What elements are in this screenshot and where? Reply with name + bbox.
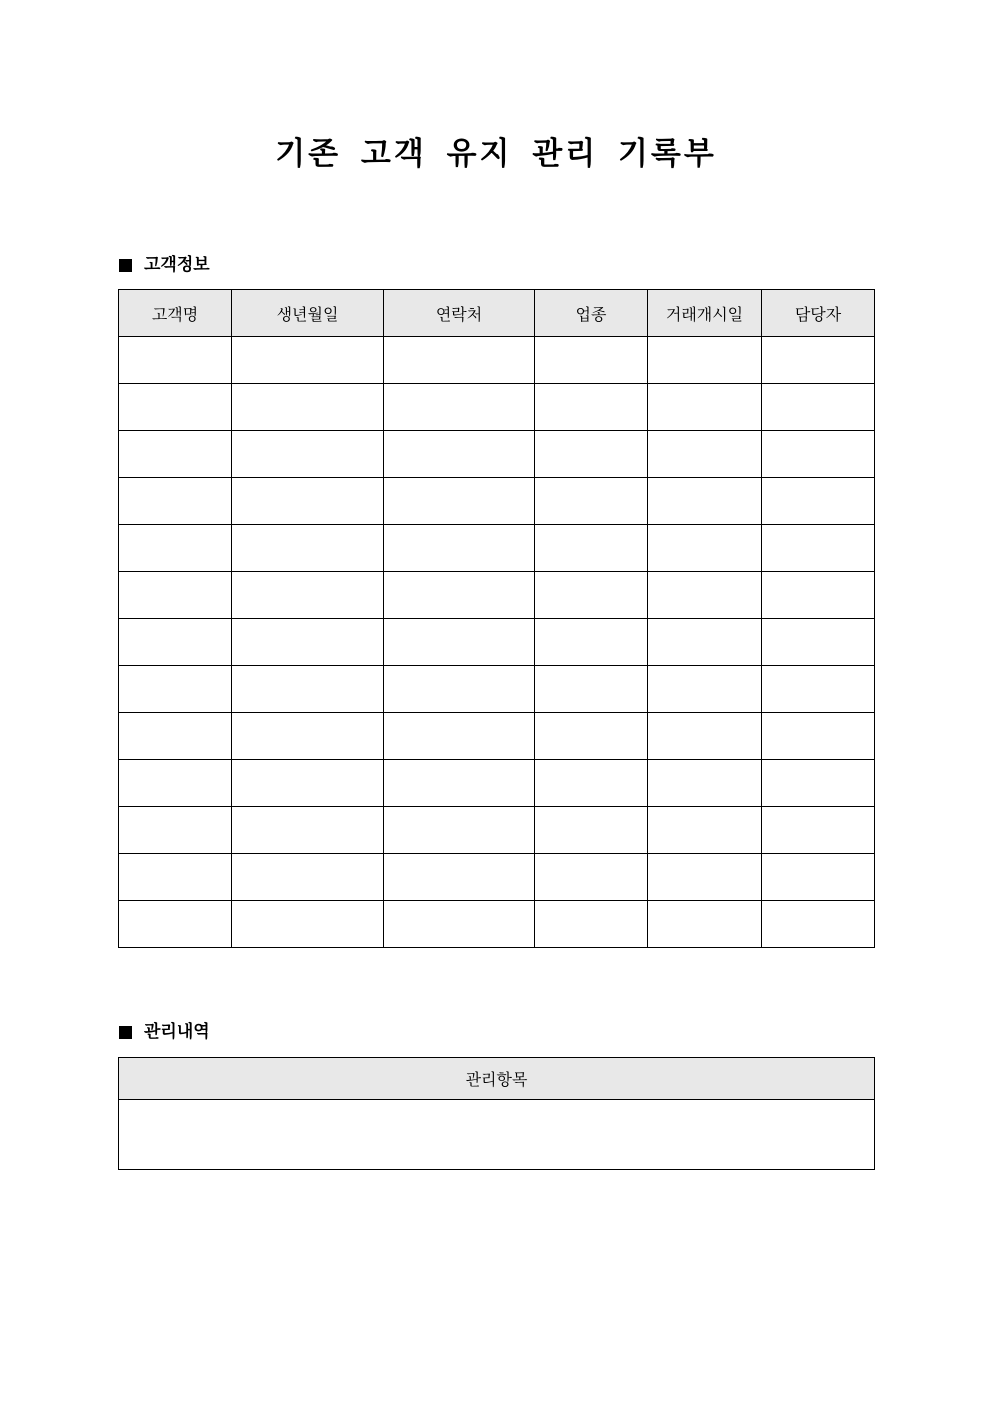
column-header: 생년월일 bbox=[232, 290, 384, 337]
column-header: 담당자 bbox=[762, 290, 875, 337]
table-cell[interactable] bbox=[648, 525, 762, 572]
table-cell[interactable] bbox=[762, 431, 875, 478]
table-cell[interactable] bbox=[762, 854, 875, 901]
table-cell[interactable] bbox=[232, 431, 384, 478]
table-cell[interactable] bbox=[648, 901, 762, 948]
table-row bbox=[119, 713, 875, 760]
table-cell[interactable] bbox=[384, 666, 535, 713]
table-cell[interactable] bbox=[384, 572, 535, 619]
table-cell[interactable] bbox=[648, 666, 762, 713]
table-cell[interactable] bbox=[232, 384, 384, 431]
square-bullet-icon bbox=[119, 1026, 132, 1039]
table-cell[interactable] bbox=[762, 713, 875, 760]
table-row bbox=[119, 901, 875, 948]
customer-info-heading-label: 고객정보 bbox=[144, 255, 210, 275]
table-cell[interactable] bbox=[384, 807, 535, 854]
table-cell[interactable] bbox=[648, 760, 762, 807]
table-cell[interactable] bbox=[232, 478, 384, 525]
table-cell[interactable] bbox=[535, 478, 648, 525]
column-header: 업종 bbox=[535, 290, 648, 337]
table-cell[interactable] bbox=[384, 854, 535, 901]
table-cell[interactable] bbox=[535, 901, 648, 948]
table-cell[interactable] bbox=[232, 337, 384, 384]
table-cell[interactable] bbox=[535, 384, 648, 431]
table-cell[interactable] bbox=[535, 525, 648, 572]
table-cell[interactable] bbox=[232, 760, 384, 807]
customer-info-table bbox=[118, 289, 875, 948]
table-row bbox=[119, 854, 875, 901]
page-title: 기존 고객 유지 관리 기록부 bbox=[275, 136, 717, 172]
table-row bbox=[119, 572, 875, 619]
table-cell[interactable] bbox=[119, 572, 232, 619]
table-row bbox=[119, 384, 875, 431]
table-cell[interactable] bbox=[535, 431, 648, 478]
table-cell[interactable] bbox=[535, 619, 648, 666]
table-cell[interactable] bbox=[119, 807, 232, 854]
table-cell[interactable] bbox=[762, 760, 875, 807]
square-bullet-icon bbox=[119, 259, 132, 272]
table-cell[interactable] bbox=[119, 901, 232, 948]
table-cell[interactable] bbox=[384, 713, 535, 760]
table-cell[interactable] bbox=[232, 901, 384, 948]
table-cell[interactable] bbox=[762, 666, 875, 713]
column-header: 고객명 bbox=[119, 290, 232, 337]
table-row bbox=[119, 525, 875, 572]
table-cell[interactable] bbox=[535, 854, 648, 901]
table-row bbox=[119, 431, 875, 478]
table-row bbox=[119, 666, 875, 713]
table-cell[interactable] bbox=[232, 854, 384, 901]
table-cell[interactable] bbox=[648, 337, 762, 384]
table-cell[interactable] bbox=[535, 807, 648, 854]
table-row bbox=[119, 760, 875, 807]
table-cell[interactable] bbox=[119, 337, 232, 384]
table-cell[interactable] bbox=[762, 619, 875, 666]
table-cell[interactable] bbox=[535, 760, 648, 807]
table-cell[interactable] bbox=[648, 478, 762, 525]
table-cell[interactable] bbox=[762, 337, 875, 384]
management-table-row bbox=[119, 1100, 875, 1170]
table-row bbox=[119, 619, 875, 666]
table-cell[interactable] bbox=[232, 525, 384, 572]
table-cell[interactable] bbox=[119, 384, 232, 431]
table-cell[interactable] bbox=[119, 713, 232, 760]
table-cell[interactable] bbox=[384, 619, 535, 666]
table-cell[interactable] bbox=[119, 431, 232, 478]
table-row bbox=[119, 478, 875, 525]
table-cell[interactable] bbox=[648, 572, 762, 619]
table-cell[interactable] bbox=[762, 478, 875, 525]
table-cell[interactable] bbox=[648, 713, 762, 760]
table-cell[interactable] bbox=[119, 525, 232, 572]
management-history-heading bbox=[119, 1020, 210, 1044]
table-cell[interactable] bbox=[119, 478, 232, 525]
table-cell[interactable] bbox=[232, 807, 384, 854]
table-cell[interactable] bbox=[384, 760, 535, 807]
table-cell[interactable] bbox=[535, 337, 648, 384]
table-cell[interactable] bbox=[762, 807, 875, 854]
table-cell[interactable] bbox=[232, 666, 384, 713]
customer-table-header-row bbox=[119, 290, 875, 337]
table-cell[interactable] bbox=[648, 431, 762, 478]
table-cell[interactable] bbox=[384, 901, 535, 948]
table-cell[interactable] bbox=[762, 384, 875, 431]
management-history-table bbox=[118, 1057, 875, 1170]
table-cell[interactable] bbox=[648, 384, 762, 431]
table-row bbox=[119, 337, 875, 384]
management-item-cell[interactable] bbox=[119, 1100, 875, 1170]
table-cell[interactable] bbox=[762, 901, 875, 948]
table-row bbox=[119, 807, 875, 854]
table-cell[interactable] bbox=[535, 713, 648, 760]
table-cell[interactable] bbox=[535, 666, 648, 713]
management-item-header: 관리항목 bbox=[119, 1058, 875, 1100]
table-cell[interactable] bbox=[648, 807, 762, 854]
column-header: 연락처 bbox=[384, 290, 535, 337]
column-header: 거래개시일 bbox=[648, 290, 762, 337]
management-history-heading-label: 관리내역 bbox=[144, 1022, 210, 1042]
management-table-header-row bbox=[119, 1058, 875, 1100]
table-cell[interactable] bbox=[232, 572, 384, 619]
table-cell[interactable] bbox=[384, 337, 535, 384]
table-cell[interactable] bbox=[762, 572, 875, 619]
table-cell[interactable] bbox=[535, 572, 648, 619]
table-cell[interactable] bbox=[232, 713, 384, 760]
table-cell[interactable] bbox=[648, 619, 762, 666]
table-cell[interactable] bbox=[119, 760, 232, 807]
table-cell[interactable] bbox=[232, 619, 384, 666]
table-cell[interactable] bbox=[648, 854, 762, 901]
table-cell[interactable] bbox=[762, 525, 875, 572]
table-cell[interactable] bbox=[119, 854, 232, 901]
table-cell[interactable] bbox=[384, 525, 535, 572]
table-cell[interactable] bbox=[119, 666, 232, 713]
customer-info-heading bbox=[119, 253, 210, 277]
table-cell[interactable] bbox=[384, 384, 535, 431]
table-cell[interactable] bbox=[384, 431, 535, 478]
table-cell[interactable] bbox=[119, 619, 232, 666]
table-cell[interactable] bbox=[384, 478, 535, 525]
